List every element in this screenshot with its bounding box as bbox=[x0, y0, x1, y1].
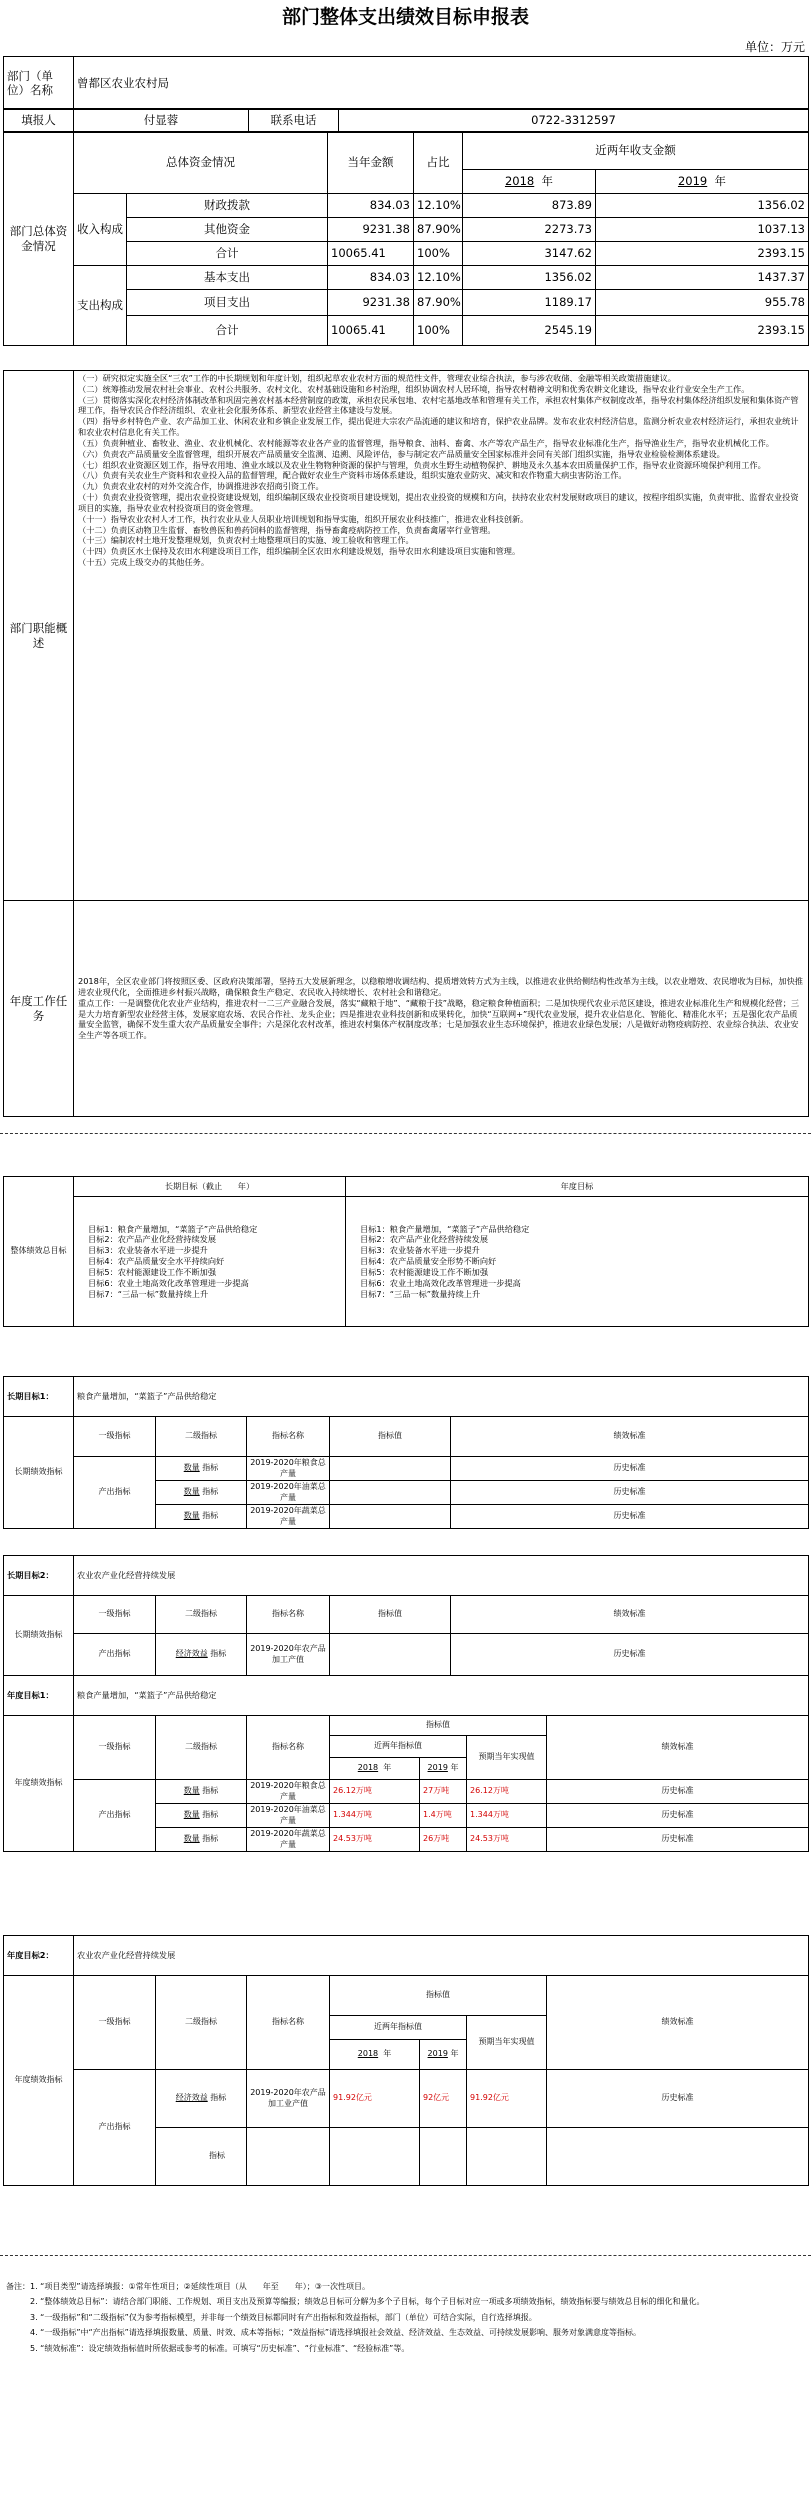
indicator-name: 2019-2020年蔬菜总产量 bbox=[247, 1828, 330, 1852]
level1-output: 产出指标 bbox=[74, 1634, 156, 1676]
long-indicator-label: 长期绩效指标 bbox=[4, 1596, 74, 1676]
header-level1: 一级指标 bbox=[74, 1596, 156, 1634]
value-expect bbox=[467, 2128, 547, 2186]
year-goal-item: 目标7：“三品一标”数量持续上升 bbox=[360, 1288, 481, 1299]
expense-total-ratio: 100% bbox=[414, 316, 463, 346]
header-recent: 近两年指标值 bbox=[330, 2016, 467, 2040]
long-goal1-text: 粮食产量增加，“菜篮子”产品供给稳定 bbox=[74, 1377, 809, 1417]
contact-phone: 0722-3312597 bbox=[339, 109, 809, 133]
long-goal2-text: 农业农产业化经营持续发展 bbox=[74, 1556, 809, 1596]
header-indicator-name: 指标名称 bbox=[247, 1716, 330, 1780]
header-indicator-name: 指标名称 bbox=[247, 1976, 330, 2070]
indicator-name: 2019-2020年油菜总产量 bbox=[247, 1804, 330, 1828]
header-level2: 二级指标 bbox=[156, 1596, 247, 1634]
header-level1: 一级指标 bbox=[74, 1976, 156, 2070]
indicator-name: 2019-2020年蔬菜总产量 bbox=[247, 1505, 330, 1529]
expense-total-2018: 2545.19 bbox=[463, 316, 596, 346]
expense-row-2018: 1356.02 bbox=[463, 266, 596, 290]
long-goal-item: 目标7：“三品一标”数量持续上升 bbox=[88, 1288, 209, 1299]
expense-row-ratio: 87.90% bbox=[414, 290, 463, 316]
indicator-name: 2019-2020年油菜总产量 bbox=[247, 1481, 330, 1505]
income-row-current: 834.03 bbox=[328, 194, 414, 218]
income-row-name: 其他资金 bbox=[127, 218, 328, 242]
funds-year-2018: 2018 年 bbox=[463, 170, 596, 194]
year-goal-item: 目标1：粮食产量增加，“菜篮子”产品供给稳定 bbox=[360, 1223, 530, 1234]
note-item: 备注：1. “项目类型”请选择填报：①常年性项目；②延续性项目（从 年至 年）；③一次性项目。 bbox=[6, 2282, 370, 2291]
long-goal-list bbox=[74, 1197, 346, 1327]
notes-block bbox=[6, 2282, 804, 2359]
header-level1: 一级指标 bbox=[74, 1417, 156, 1457]
header-indicator-value: 指标值 bbox=[330, 1417, 451, 1457]
year-goal1-label: 年度目标1： bbox=[4, 1676, 74, 1716]
expense-row-2018: 1189.17 bbox=[463, 290, 596, 316]
year-goal-item: 目标3：农业装备水平进一步提升 bbox=[360, 1245, 480, 1256]
indicator-value bbox=[330, 1634, 451, 1676]
note-item: 5. “绩效标准”：设定绩效指标值时所依据或参考的标准。可填写“历史标准”、“行业标准”、“经验标准”等。 bbox=[30, 2343, 410, 2353]
indicator-standard: 历史标准 bbox=[451, 1634, 809, 1676]
level2-cell: 数量 指标 bbox=[156, 1780, 247, 1804]
income-row-current: 9231.38 bbox=[328, 218, 414, 242]
value-expect: 1.344万吨 bbox=[467, 1804, 547, 1828]
header-year-2018: 2018 年 bbox=[330, 1758, 420, 1780]
note-item: 2. “整体绩效总目标”：请结合部门职能、工作规划、项目支出及预算等编报；绩效总目标可分解为多个子目标，每个子目标对应一项或多项绩效指标，绩效指标要与绩效总目标的细化和量化。 bbox=[30, 2297, 705, 2307]
value-expect: 91.92亿元 bbox=[467, 2070, 547, 2128]
long-goal1-label: 长期目标1： bbox=[4, 1377, 74, 1417]
value-2018: 91.92亿元 bbox=[330, 2070, 420, 2128]
unit-label: 单位：万元 bbox=[744, 40, 805, 54]
header-recent: 近两年指标值 bbox=[330, 1736, 467, 1758]
indicator-value bbox=[330, 1505, 451, 1529]
funds-header-ratio: 占比 bbox=[414, 132, 463, 194]
duties-label: 部门职能概述 bbox=[4, 371, 74, 901]
level2-cell: 数量 指标 bbox=[156, 1828, 247, 1852]
year-indicator-label: 年度绩效指标 bbox=[4, 1716, 74, 1852]
indicator-standard: 历史标准 bbox=[547, 1804, 809, 1828]
long-goal-item: 目标1：粮食产量增加，“菜篮子”产品供给稳定 bbox=[88, 1223, 258, 1234]
value-expect: 26.12万吨 bbox=[467, 1780, 547, 1804]
expense-row-current: 834.03 bbox=[328, 266, 414, 290]
header-indicator-value: 指标值 bbox=[330, 1596, 451, 1634]
overall-goal-label: 整体绩效总目标 bbox=[4, 1177, 74, 1327]
page-title: 部门整体支出绩效目标申报表 bbox=[281, 6, 529, 28]
income-row-ratio: 87.90% bbox=[414, 218, 463, 242]
indicator-name: 2019-2020年农产品加工产值 bbox=[247, 1634, 330, 1676]
value-2018: 1.344万吨 bbox=[330, 1804, 420, 1828]
funds-header-current: 当年金额 bbox=[328, 132, 414, 194]
header-level2: 二级指标 bbox=[156, 1417, 247, 1457]
year-goal-item: 目标4：农产品质量安全形势不断向好 bbox=[360, 1256, 497, 1267]
expense-total-current: 10065.41 bbox=[328, 316, 414, 346]
income-total-ratio: 100% bbox=[414, 242, 463, 266]
value-2019: 27万吨 bbox=[420, 1780, 467, 1804]
header-indicator-name: 指标名称 bbox=[247, 1596, 330, 1634]
year-goal2-text: 农业农产业化经营持续发展 bbox=[74, 1936, 809, 1976]
long-goal-item: 目标4：农产品质量安全水平持续向好 bbox=[88, 1256, 225, 1267]
value-2019: 1.4万吨 bbox=[420, 1804, 467, 1828]
income-total-current: 10065.41 bbox=[328, 242, 414, 266]
indicator-name: 2019-2020年粮食总产量 bbox=[247, 1780, 330, 1804]
level2-cell: 数量 指标 bbox=[156, 1505, 247, 1529]
income-total-2018: 3147.62 bbox=[463, 242, 596, 266]
indicator-value bbox=[330, 1457, 451, 1481]
note-item: 3. “一级指标”和“二级指标”仅为参考指标模型，并非每一个绩效目标都同时有产出指标和效益指标，部门（单位）可结合实际，自行选择填报。 bbox=[30, 2312, 537, 2322]
year-goal1-text: 粮食产量增加，“菜篮子”产品供给稳定 bbox=[74, 1676, 809, 1716]
header-year-2019: 2019 年 bbox=[420, 1758, 467, 1780]
indicator-name bbox=[247, 2128, 330, 2186]
year-goal-item: 目标2：农产品产业化经营持续发展 bbox=[360, 1234, 489, 1245]
income-row-2019: 1356.02 bbox=[596, 194, 809, 218]
year-goal-list bbox=[346, 1197, 809, 1327]
funds-header-recent: 近两年收支金额 bbox=[463, 132, 809, 170]
level1-output: 产出指标 bbox=[74, 1780, 156, 1852]
income-row-2018: 2273.73 bbox=[463, 218, 596, 242]
level2-cell: 经济效益 指标 bbox=[156, 1634, 247, 1676]
header-indicator-value: 指标值 bbox=[330, 1976, 547, 2016]
income-row-2018: 873.89 bbox=[463, 194, 596, 218]
expense-row-2019: 955.78 bbox=[596, 290, 809, 316]
income-total-2019: 2393.15 bbox=[596, 242, 809, 266]
value-2019 bbox=[420, 2128, 467, 2186]
long-goal-item: 目标5：农村能源建设工作不断加强 bbox=[88, 1266, 217, 1277]
expense-row-2019: 1437.37 bbox=[596, 266, 809, 290]
long-goal-item: 目标2：农产品产业化经营持续发展 bbox=[88, 1234, 217, 1245]
header-year-2019: 2019 年 bbox=[420, 2040, 467, 2070]
value-2019: 92亿元 bbox=[420, 2070, 467, 2128]
indicator-standard: 历史标准 bbox=[451, 1505, 809, 1529]
year-goal2-label: 年度目标2： bbox=[4, 1936, 74, 1976]
year-goal-item: 目标6：农业土地高效化改革管理进一步提高 bbox=[360, 1277, 521, 1288]
dept-name-label: 部门（单位）名称 bbox=[4, 57, 74, 110]
indicator-standard bbox=[547, 2128, 809, 2186]
year-indicator-label: 年度绩效指标 bbox=[4, 1976, 74, 2186]
dept-name-value: 曾都区农业农村局 bbox=[74, 57, 809, 110]
annual-task-label: 年度工作任务 bbox=[4, 901, 74, 1117]
funds-year-2019: 2019 年 bbox=[596, 170, 809, 194]
long-goal2-label: 长期目标2： bbox=[4, 1556, 74, 1596]
indicator-name: 2019-2020年农产品加工业产值 bbox=[247, 2070, 330, 2128]
indicator-name: 2019-2020年粮食总产量 bbox=[247, 1457, 330, 1481]
filler-name: 付显蓉 bbox=[74, 109, 249, 133]
expense-label: 支出构成 bbox=[74, 266, 127, 346]
duties-text: （一）研究拟定实施全区“三农”工作的中长期规划和年度计划，组织起草农业农村方面的规范性文件，管理农业综合执法，参与涉农收储、金融等相关政策措施建议。 （二）统筹推动发展农村社会事业、农村公共服务、农村文化、农村基础设施和乡村治理，组织协调农村人居环境，指导农村精神文明和优秀农耕文化建设，指导农业行业安全生产工作。 （三）贯彻落实深化农村经济体制改革和巩固完善农村基本经营制度的政策，承担农民承包地、农村宅基地改革和管理有关工作，承担农村集体产权制度改革，指导农村集体经济组织发展和集体资产管理工作，指导农民合作经济组织、农业社会化服务体系、新型农业经营主体建设与发展。 （四）指导乡村特色产业、农产品加工业、休闲农业和乡镇企业发展工作，提出促进大宗农产品流通的建议和培育，保护农业品牌。发布农业农村经济信息，监测分析农业农村经济运行，承担农业统计和农业农村信息化有关工作。 （五）负责种植业、畜牧业、渔业、农业机械化、农村能源等农业各产业的监督管理，指导粮食、油料、畜禽、水产等农产品生产，指导农业标准化生产，指导渔业生产，指导农业机械化工作。 （六）负责农产品质量安全监督管理，组织开展农产品质量安全监测、追溯、风险评估，参与制定农产品质量安全国家标准并会同有关部门组织实施，指导农业检验检测体系建设。 （七）组织农业资源区划工作，指导农用地、渔业水域以及农业生物物种资源的保护与管理，负责水生野生动植物保护、耕地及永久基本农田质量保护工作，指导农业资源环境保护利用工作。 （八）负责有关农业生产资料和农业投入品的监督管理，配合做好农业生产资料市场体系建设，组织实施农业防灾、减灾和农作物重大病虫害防治工作。 （九）负责农业农村的对外交流合作，协调推进涉农招商引资工作。 （十）负责农业投资管理，提出农业投资建设规划，组织编制区级农业投资项目建设规划，提出农业投资的规模和方向，扶持农业农村发展财政项目的建议，按程序组织实施，负责审批、监督农业投资项目的实施，指导农业农村投资项目的资金管理。 （十一）指导农业农村人才工作，执行农业从业人员职业培训规划和指导实施，组织开展农业科技推广，推进农业科技创新。 （十二）负责区动物卫生监督、畜牧兽医和兽药饲料的监督管理，指导畜禽疫病防控工作，负责畜禽屠宰行业管理。 （十三）编制农村土地开发整理规划，负责农村土地整理项目的实施、竣工验收和管理工作。 （十四）负责区水土保持及农田水利建设项目工作，组织编制全区农田水利建设规划，指导农田水利建设项目实施和管理。 （十五）完成上级交办的其他任务。 bbox=[74, 371, 809, 901]
long-goal-header: 长期目标（截止 年） bbox=[74, 1177, 346, 1197]
header-level1: 一级指标 bbox=[74, 1716, 156, 1780]
long-indicator-label: 长期绩效指标 bbox=[4, 1417, 74, 1529]
expense-total-2019: 2393.15 bbox=[596, 316, 809, 346]
expense-total-name: 合计 bbox=[127, 316, 328, 346]
indicator-standard: 历史标准 bbox=[547, 1780, 809, 1804]
income-total-name: 合计 bbox=[127, 242, 328, 266]
income-label: 收入构成 bbox=[74, 194, 127, 266]
value-2019: 26万吨 bbox=[420, 1828, 467, 1852]
expense-row-current: 9231.38 bbox=[328, 290, 414, 316]
level2-cell: 数量 指标 bbox=[156, 1481, 247, 1505]
header-expect: 预期当年实现值 bbox=[467, 1736, 547, 1780]
header-standard: 绩效标准 bbox=[451, 1596, 809, 1634]
header-standard: 绩效标准 bbox=[451, 1417, 809, 1457]
header-expect: 预期当年实现值 bbox=[467, 2016, 547, 2070]
long-goal-item: 目标3：农业装备水平进一步提升 bbox=[88, 1245, 208, 1256]
year-goal-header: 年度目标 bbox=[346, 1177, 809, 1197]
level2-cell: 数量 指标 bbox=[156, 1804, 247, 1828]
income-row-name: 财政拨款 bbox=[127, 194, 328, 218]
header-indicator-value: 指标值 bbox=[330, 1716, 547, 1736]
filler-label: 填报人 bbox=[4, 109, 74, 133]
indicator-value bbox=[330, 1481, 451, 1505]
funds-section-label: 部门总体资金情况 bbox=[4, 132, 74, 346]
note-item: 4. “一级指标”中“产出指标”请选择填报数量、质量、时效、成本等指标；“效益指标”请选择填报社会效益、经济效益、生态效益、可持续发展影响、服务对象满意度等指标。 bbox=[30, 2328, 642, 2338]
level2-cell: 数量 指标 bbox=[156, 1457, 247, 1481]
header-year-2018: 2018 年 bbox=[330, 2040, 420, 2070]
header-indicator-name: 指标名称 bbox=[247, 1417, 330, 1457]
indicator-standard: 历史标准 bbox=[547, 1828, 809, 1852]
level1-output: 产出指标 bbox=[74, 2070, 156, 2186]
indicator-standard: 历史标准 bbox=[451, 1457, 809, 1481]
year-goal-item: 目标5：农村能源建设工作不断加强 bbox=[360, 1266, 489, 1277]
contact-label: 联系电话 bbox=[249, 109, 339, 133]
value-expect: 24.53万吨 bbox=[467, 1828, 547, 1852]
value-2018: 26.12万吨 bbox=[330, 1780, 420, 1804]
value-2018 bbox=[330, 2128, 420, 2186]
level1-output: 产出指标 bbox=[74, 1457, 156, 1529]
income-row-2019: 1037.13 bbox=[596, 218, 809, 242]
level2-cell: 经济效益 指标 bbox=[156, 2070, 247, 2128]
value-2018: 24.53万吨 bbox=[330, 1828, 420, 1852]
long-goal-item: 目标6：农业土地高效化改革管理进一步提高 bbox=[88, 1277, 249, 1288]
level2-cell: 指标 bbox=[156, 2128, 247, 2186]
expense-row-name: 项目支出 bbox=[127, 290, 328, 316]
indicator-standard: 历史标准 bbox=[547, 2070, 809, 2128]
income-row-ratio: 12.10% bbox=[414, 194, 463, 218]
funds-header-overall: 总体资金情况 bbox=[74, 132, 328, 194]
indicator-standard: 历史标准 bbox=[451, 1481, 809, 1505]
header-level2: 二级指标 bbox=[156, 1976, 247, 2070]
header-standard: 绩效标准 bbox=[547, 1716, 809, 1780]
annual-task-text: 2018年，全区农业部门将按照区委、区政府决策部署，坚持五大发展新理念，以稳粮增收调结构、提质增效转方式为主线，以推进农业供给侧结构性改革为主线，以农业增效、农民增收为目标，加快推进农业现代化，全面推进乡村振兴战略，确保粮食生产稳定、农民收入持续增长、农村社会和谐稳定。 重点工作：一是调整优化农业产业结构，推进农村一二三产业融合发展，落实“藏粮于地”、“藏粮于技”战略，稳定粮食种植面积；二是加快现代农业示范区建设，推进农业标准化生产和规模化经营；三是大力培育新型农业经营主体，发展家庭农场、农民合作社、龙头企业；四是推进农业科技创新和成果转化，加快“互联网+”现代农业发展，提升农业信息化、智能化、精准化水平；五是强化农产品质量安全监管，确保不发生重大农产品质量安全事件；六是深化农村改革，推进农村集体产权制度改革；七是加强农业生态环境保护，推进农业绿色发展；八是做好动物疫病防控、农业综合执法、农业安全生产等各项工作。 bbox=[74, 901, 809, 1117]
header-standard: 绩效标准 bbox=[547, 1976, 809, 2070]
expense-row-name: 基本支出 bbox=[127, 266, 328, 290]
expense-row-ratio: 12.10% bbox=[414, 266, 463, 290]
header-level2: 二级指标 bbox=[156, 1716, 247, 1780]
